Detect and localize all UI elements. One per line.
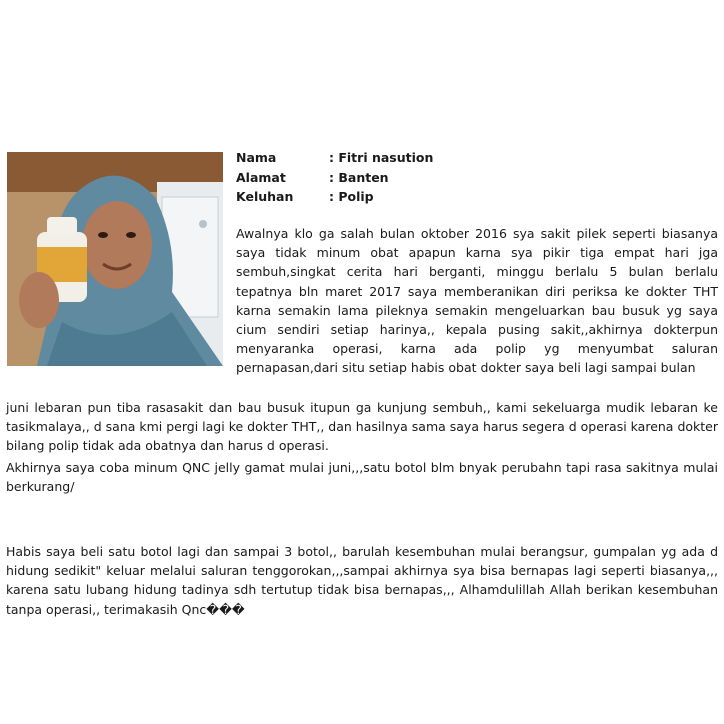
testimonial-photo — [7, 152, 223, 366]
testimony-text: juni lebaran pun tiba rasasakit dan bau busuk itupun ga kunjung sembuh,, kami sekeluarga mudik lebaran ke tasikmalaya,, d sana kmi pergi lagi ke dokter THT,, dan hasilnya sama saya harus segera d operasi karena dokter bilang polip tidak ada obatnya dan harus d operasi. — [6, 400, 718, 454]
testimony-text: Awalnya klo ga salah bulan oktober 2016 sya sakit pilek seperti biasanya saya tidak minum obat apapun karna sya pikir tiga empat hari jga sembuh,singkat cerita hari berganti, minggu berlalu 5 bulan berlalu tepatnya bln maret 2017 saya memberanikan diri periksa ke dokter THT karna semakin lama pileknya semakin mengeluarkan bau busuk yg saya cium sendiri setiap harinya,, kepala pusing sakit,,akhirnya dokterpun menyaranka operasi, karna ada polip yg menyumbat saluran pernapasan,dari situ setiap habis obat dokter saya beli lagi sampai bulan — [236, 226, 718, 376]
name-value: : Fitri nasution — [329, 150, 434, 165]
testimony-paragraph-3 — [6, 542, 718, 619]
complaint-value: : Polip — [329, 189, 374, 204]
testimony-paragraph-1-top — [236, 224, 718, 378]
complaint-label: Keluhan — [236, 189, 294, 204]
testimony-text: Akhirnya saya coba minum QNC jelly gamat mulai juni,,,satu botol blm bnyak perubahn tapi rasa sakitnya mulai berkurang/ — [6, 460, 718, 495]
profile-info — [236, 148, 433, 207]
testimony-paragraph-2 — [6, 458, 718, 496]
address-label: Alamat — [236, 169, 286, 185]
testimony-text: Habis saya beli satu botol lagi dan sampai 3 botol,, barulah kesembuhan mulai berangsur, gumpalan yg ada d hidung sedikit" keluar melalui saluran tenggorokan,,,sampai akhirnya sya bisa bernapas lagi seperti biasanya,,, karena satu lubang hidung tadinya sdh tertutup tidak bisa bernapas,,, Alhamdulillah Allah berikan kesembuhan tanpa operasi,, terimakasih Qnc��� — [6, 544, 718, 617]
address-row — [236, 168, 433, 188]
testimony-paragraph-1-bottom — [6, 398, 718, 456]
complaint-row — [236, 187, 433, 207]
name-label: Nama — [236, 150, 277, 165]
address-value: : Banten — [329, 169, 389, 185]
name-row — [236, 148, 433, 168]
